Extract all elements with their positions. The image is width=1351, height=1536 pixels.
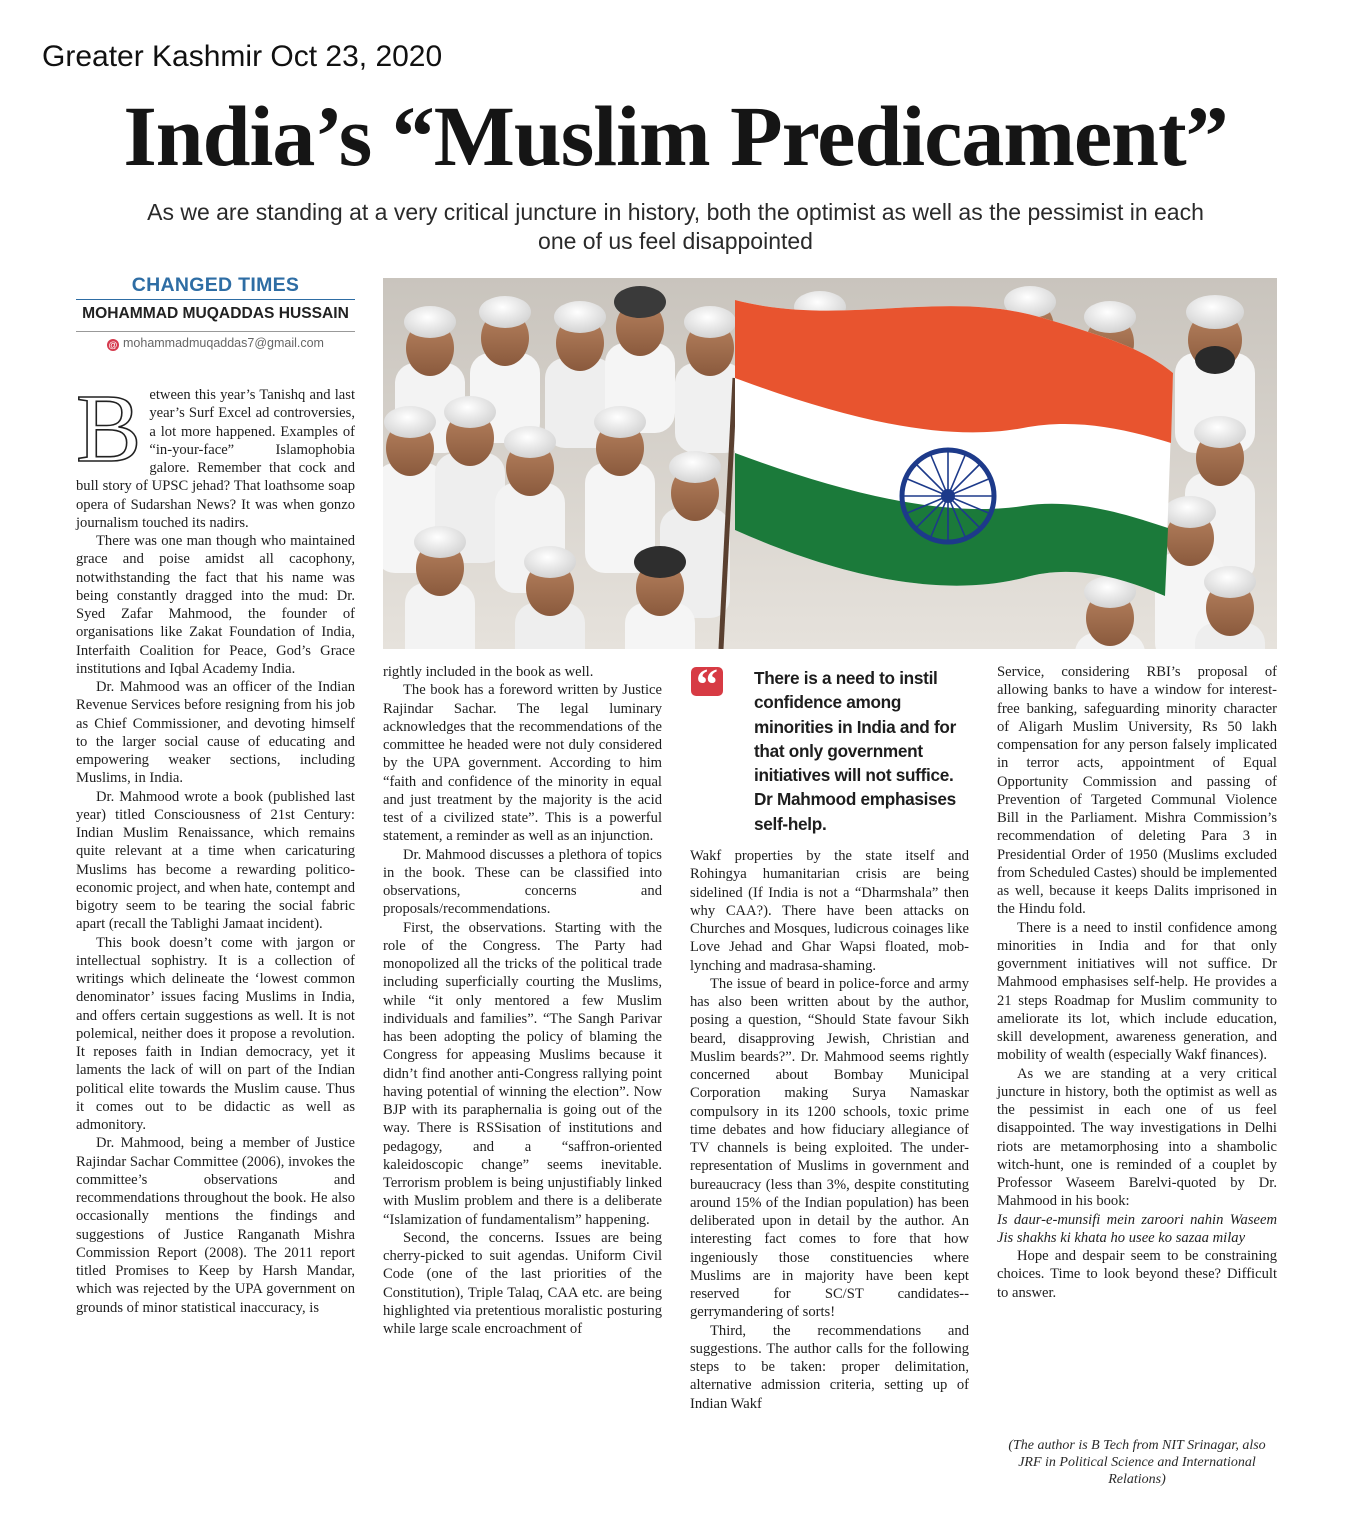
article-paragraph: Hope and despair seem to be constraining choices. Time to look beyond these? Difficult to answer. (997, 1248, 1277, 1301)
article-photo (383, 278, 1277, 649)
author-note: (The author is B Tech from NIT Srinagar, also JRF in Political Science and International Relations) (1008, 1438, 1266, 1487)
article-paragraph: Second, the concerns. Issues are being cherry-picked to suit agendas. Uniform Civil Code (one of the last priorities of the Constitution), Triple Talaq, CAA etc. are being highlighted via pretentious moralistic posturing while large scale encroachment of (383, 1229, 662, 1337)
headline: India’s “Muslim Predicament” (123, 88, 1228, 184)
paragraph-text: etween this year’s Tanishq and last year’s Surf Excel ad controversies, a lot more happened. Examples of “in-your-face” Islamophobia galore. Remember that cock and bull story of UPSC jehad? That loathsome soap opera of Sudarshan News? It was when gonzo journalism touched its nadirs. (76, 387, 355, 531)
article-paragraph: Wakf properties by the state itself and Rohingya humanitarian crisis are being sidelined (If India is not a “Dharmshala” then why CAA?). There have been attacks on Churches and Mosques, ludicrous coinages like Love Jehad and Ghar Wapsi floated, mob-lynching and madrasa-shaming. (690, 848, 969, 974)
article-paragraph: Service, considering RBI’s proposal of allowing banks to have a window for interest-free banking, safeguarding minority character of Aligarh Muslim University, Rs 50 lakh compensation for any person falsely implicated in terror acts, appointment of Equal Opportunity Commission and passing of Prevention of Targeted Communal Violence Bill in the Parliament. Mishra Commission’s recommendation of deleting Para 3 in Presidential Order of 1950 (Muslims excluded from Scheduled Castes) should be implemented as well, because it keeps Dalits imprisoned in the Hindu fold. (997, 664, 1277, 918)
divider-rule (76, 331, 355, 332)
article-paragraph: Dr. Mahmood, being a member of Justice Rajindar Sachar Committee (2006), invokes the committee’s observations and recommendations throughout the book. He also occasionally mentions the findings and suggestions of Justice Ranganath Mishra Commission Report (2008). The 2011 report titled Promises to Keep by Harsh Mandar, which was rejected by the UPA government on grounds of minor statistical inaccuracy, is (76, 1135, 355, 1316)
article-paragraph: Third, the recommendations and suggestions. The author calls for the following steps to be taken: proper delimitation, alternative admission criteria, setting up of Indian Wakf (690, 1322, 969, 1412)
article-column-1 (76, 375, 355, 1317)
article-paragraph: The issue of beard in police-force and army has also been written about by the author, posing a question, “Should State favour Sikh beard, disapproving Jewish, Christian and Muslim beards?”. Dr. Mahmood seems rightly concerned about Bombay Municipal Corporation making Surya Namaskar compulsory in its 1200 schools, toxic prime time debates and how fiduciary allegiance of TV channels is being exploited. The under-representation of Muslims in government and bureaucracy (less than 3%, despite constituting around 15% of the Indian population) has been deliberated upon in detail by the author. An interesting fact comes to fore that how ingeniously those constituencies where Muslims are in majority have been kept reserved for SC/ST candidates--gerrymandering of sorts! (690, 975, 969, 1321)
article-paragraph: As we are standing at a very critical juncture in history, both the optimist as well as the pessimist in each one of us feel disappointed. The way investigations in Delhi riots are metamorphosing into a shambolic witch-hunt, one is reminded of a couplet by Professor Waseem Barelvi-quoted by Dr. Mahmood in his book: (997, 1065, 1277, 1210)
pull-quote (690, 660, 969, 841)
article-paragraph: This book doesn’t come with jargon or intellectual sophistry. It is a collection of writings which delineate the ‘lowest common denominator’ issues facing Muslims in India, and offers certain suggestions as well. It is not polemical, neither does it propose a revolution. It reposes faith in Indian democracy, yet it laments the lack of will on part of the Indian political elite towards the Muslim cause. Thus it comes out to be didactic as well as admonitory. (76, 934, 355, 1133)
article-paragraph: There was one man though who maintained grace and poise amidst all cacophony, notwithstanding the fact that his name was being constantly dragged into the mud: Dr. Syed Zafar Mahmood, the founder of organisations like Zakat Foundation of India, Interfaith Coalition for Peace, God’s Grace institutions and Iqbal Academy India. (76, 533, 355, 677)
crowd-with-indian-flag-photo-icon (383, 278, 1277, 649)
article-paragraph: First, the observations. Starting with the role of the Congress. The Party had monopolized all the tricks of the political trade including superficially courting the Muslims, while “it only mentored a few Muslim individuals and families”. “The Sangh Parivar has been adopting the policy of blaming the Congress for appeasing Muslims because it didn’t find another anti-Congress rallying point having potential of winning the election”. Now BJP with its paraphernalia is going out of the way. There is RSSisation of institutions and pedagogy, and a “saffron-oriented kaleidoscopic change” seems inevitable. Terrorism problem is being unjustifiably linked with Muslim problem and there is a deliberate “Islamization of fundamentalism” happening. (383, 919, 662, 1228)
article-column-2 (383, 663, 662, 1338)
article-column-3 (690, 847, 969, 1413)
divider-rule (76, 299, 355, 300)
author-byline: MOHAMMAD MUQADDAS HUSSAIN (82, 305, 349, 322)
source-label: Greater Kashmir Oct 23, 2020 (42, 40, 443, 73)
article-paragraph: Dr. Mahmood wrote a book (published last year) titled Consciousness of 21st Century: Indian Muslim Renaissance, which remains quite relevant at a time when caricaturing Muslims has become a rewarding politico-economic project, and when hate, contempt and bigotry seem to be tearing the social fabric apart (recall the Tablighi Jamaat incident). (76, 788, 355, 933)
author-email-row (76, 336, 355, 351)
author-email: mohammadmuqaddas7@gmail.com (123, 336, 324, 350)
article-column-4 (997, 663, 1277, 1302)
pull-quote-text: There is a need to instil confidence among minorities in India and for that only government initiatives will not suffice. Dr Mahmood emphasises self-help. (754, 668, 956, 834)
deck-subheadline: As we are standing at a very critical juncture in history, both the optimist as well as the pessimist in each one of us feel disappointed (147, 199, 1204, 254)
article-paragraph: The book has a foreword written by Justice Rajindar Sachar. The legal luminary acknowledges that the recommendations of the committee he headed were not duly considered by the UPA government. According to him “faith and confidence of the minority in equal and just treatment by the majority is the acid test of a civilized state”. This is a powerful statement, a reminder as well as an injunction. (383, 682, 662, 845)
article-paragraph (76, 375, 355, 532)
article-paragraph: Dr. Mahmood discusses a plethora of topics in the book. These can be classified into observations, concerns and proposals/recommendations. (383, 846, 662, 918)
article-paragraph: rightly included in the book as well. (383, 664, 594, 680)
quote-mark-icon: “ (691, 667, 723, 696)
article-paragraph: There is a need to instil confidence among minorities in India and for that only government initiatives will not suffice. Dr Mahmood emphasises self-help. He provides a 21 steps Roadmap for Muslim community to ameliorate its lot, which include education, skill development, awareness generation, and mobility of wealth (especially Wakf finances). (997, 919, 1277, 1064)
couplet: Is daur-e-munsifi mein zaroori nahin Waseem Jis shakhs ki khata ho usee ko sazaa milay (997, 1211, 1277, 1246)
column-label: CHANGED TIMES (131, 274, 300, 296)
dropcap-letter: B (76, 375, 142, 483)
email-icon: @ (108, 340, 118, 350)
article-paragraph: Dr. Mahmood was an officer of the Indian Revenue Services before resigning from his job as Chief Commissioner, and devoting himself to the larger social cause of educating and empowering weaker sections, including Muslims, in India. (76, 679, 355, 787)
